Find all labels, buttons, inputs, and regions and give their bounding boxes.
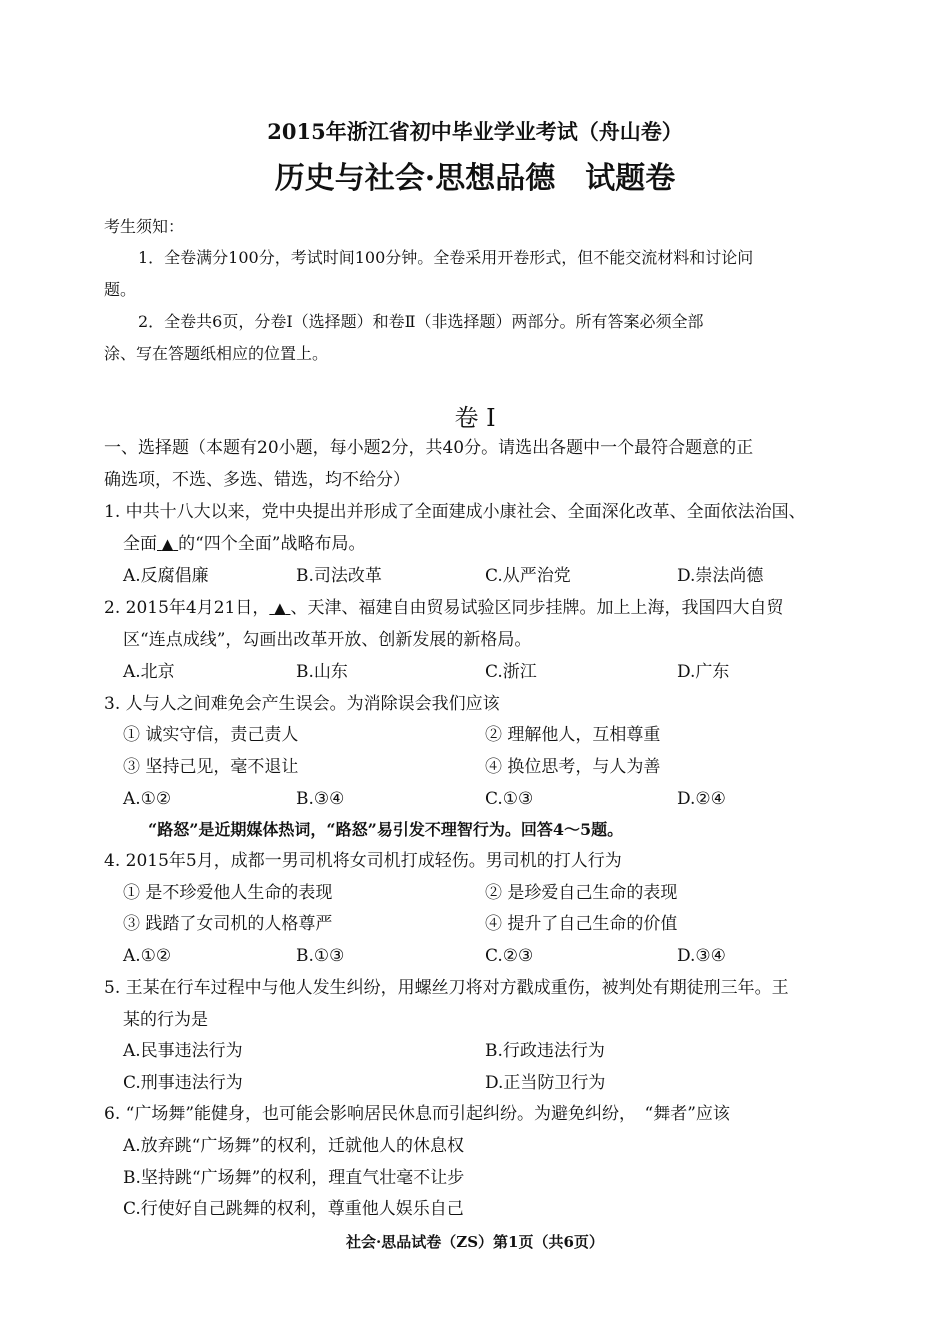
q6-option-b: B.坚持跳“广场舞”的权利，理直气壮毫不让步 <box>123 1168 465 1188</box>
q1-stem-post: 的“四个全面”战略布局。 <box>178 534 366 554</box>
q1-stem-line-2 <box>123 533 366 555</box>
q5-option-c: C.刑事违法行为 <box>123 1073 243 1093</box>
q1-stem-pre: 全面 <box>123 534 157 554</box>
q1-option-c: C.从严治党 <box>485 566 571 586</box>
q1-stem-line-1: 1. 中共十八大以来，党中央提出并形成了全面建成小康社会、全面深化改革、全面依法治国、 <box>104 502 806 522</box>
q5-stem-line-2: 某的行为是 <box>123 1010 208 1030</box>
notice-heading: 考生须知： <box>104 217 185 236</box>
answer-blank: ▲ <box>274 599 286 617</box>
q1-option-d: D.崇法尚德 <box>677 566 764 586</box>
exam-subtitle: 历史与社会·思想品德 试题卷 <box>274 161 676 196</box>
q6-option-c: C.行使好自己跳舞的权利，尊重他人娱乐自己 <box>123 1199 464 1219</box>
notice-item-2-line-2: 涂、写在答题纸相应的位置上。 <box>104 344 329 363</box>
q4-statement-4: ④ 提升了自己生命的价值 <box>485 914 678 934</box>
q2-stem-post: 、天津、福建自由贸易试验区同步挂牌。加上上海，我国四大自贸 <box>290 598 784 618</box>
q3-option-d: D.②④ <box>677 789 726 809</box>
q3-option-b: B.③④ <box>296 789 345 809</box>
q4-option-a: A.①② <box>123 946 172 966</box>
q2-stem-line-2: 区“连点成线”，勾画出改革开放、创新发展的新格局。 <box>123 630 532 650</box>
q5-option-a: A.民事违法行为 <box>123 1041 243 1061</box>
part1-instruction-line-1: 一、选择题（本题有20小题，每小题2分，共40分。请选出各题中一个最符合题意的正 <box>104 438 754 458</box>
notice-item-1-line-1: 1．全卷满分100分，考试时间100分钟。全卷采用开卷形式，但不能交流材料和讨论问 <box>138 248 754 267</box>
q3-option-a: A.①② <box>123 789 172 809</box>
answer-blank: ▲ <box>161 535 174 553</box>
page-footer: 社会·思品试卷（ZS）第1页（共6页） <box>346 1233 604 1251</box>
q2-option-b: B.山东 <box>296 662 348 682</box>
q4-statement-1: ① 是不珍爱他人生命的表现 <box>123 883 333 903</box>
q2-option-a: A.北京 <box>123 662 175 682</box>
section-title: 卷 Ⅰ <box>454 404 496 432</box>
q4-option-c: C.②③ <box>485 946 534 966</box>
q4-option-d: D.③④ <box>677 946 726 966</box>
q3-statement-4: ④ 换位思考，与人为善 <box>485 757 661 777</box>
material-note: “路怒”是近期媒体热词，“路怒”易引发不理智行为。回答4～5题。 <box>148 820 624 839</box>
q2-stem-line-1 <box>104 597 783 619</box>
q1-option-a: A.反腐倡廉 <box>123 566 209 586</box>
q2-option-d: D.广东 <box>677 662 730 682</box>
q3-statement-2: ② 理解他人，互相尊重 <box>485 725 661 745</box>
part1-instruction-line-2: 确选项，不选、多选、错选，均不给分） <box>104 470 410 490</box>
q3-stem: 3. 人与人之间难免会产生误会。为消除误会我们应该 <box>104 694 500 714</box>
q4-statement-2: ② 是珍爱自己生命的表现 <box>485 883 678 903</box>
q3-option-c: C.①③ <box>485 789 534 809</box>
q3-statement-3: ③ 坚持己见，毫不退让 <box>123 757 299 777</box>
notice-item-1-line-2: 题。 <box>104 280 137 299</box>
q4-option-b: B.①③ <box>296 946 345 966</box>
q6-stem: 6. “广场舞”能健身，也可能会影响居民休息而引起纠纷。为避免纠纷， “舞者”应该 <box>104 1104 730 1124</box>
notice-item-2-line-1: 2．全卷共6页，分卷Ⅰ（选择题）和卷Ⅱ（非选择题）两部分。所有答案必须全部 <box>138 312 704 331</box>
q5-option-d: D.正当防卫行为 <box>485 1073 606 1093</box>
q1-option-b: B.司法改革 <box>296 566 382 586</box>
q2-stem-pre: 2. 2015年4月21日， <box>104 598 270 618</box>
q5-stem-line-1: 5. 王某在行车过程中与他人发生纠纷，用螺丝刀将对方戳成重伤，被判处有期徒刑三年。王 <box>104 978 789 998</box>
q2-option-c: C.浙江 <box>485 662 537 682</box>
q4-stem: 4. 2015年5月，成都一男司机将女司机打成轻伤。男司机的打人行为 <box>104 851 622 871</box>
q5-option-b: B.行政违法行为 <box>485 1041 605 1061</box>
q3-statement-1: ① 诚实守信，责己责人 <box>123 725 299 745</box>
q4-statement-3: ③ 践踏了女司机的人格尊严 <box>123 914 333 934</box>
q6-option-a: A.放弃跳“广场舞”的权利，迁就他人的休息权 <box>123 1136 465 1156</box>
exam-title: 2015年浙江省初中毕业学业考试（舟山卷） <box>267 119 683 144</box>
